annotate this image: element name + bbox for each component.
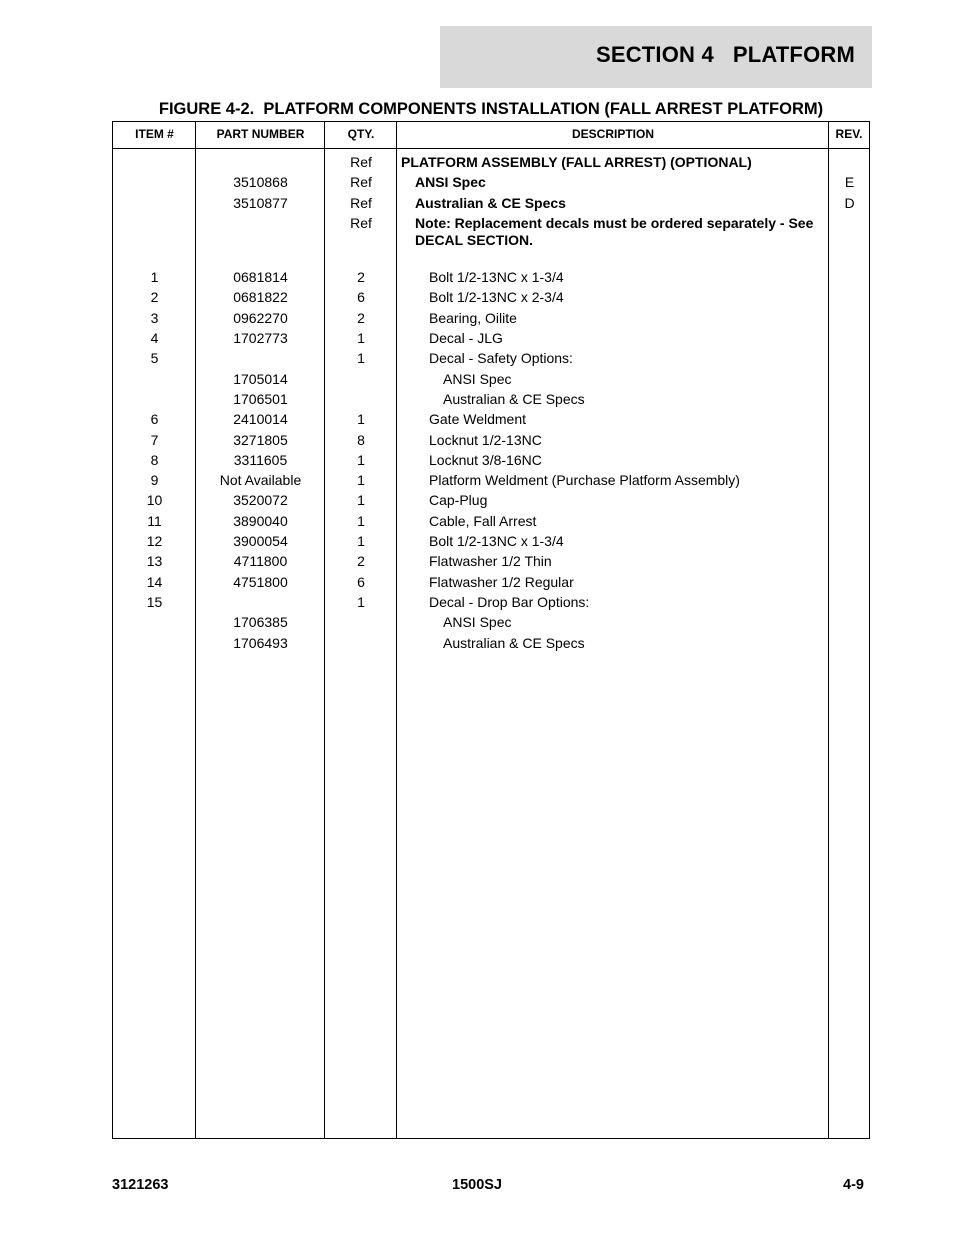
part-number-cell: 1705014 [233, 370, 288, 387]
qty-cell: 1 [357, 350, 365, 367]
part-number-cell: 3311605 [233, 451, 288, 468]
qty-cell: 1 [357, 593, 365, 610]
table-row [113, 552, 869, 572]
qty-cell: 1 [357, 330, 365, 347]
column-header-qty: QTY. [325, 122, 397, 149]
item-cell: 13 [146, 553, 163, 570]
description-cell: Australian & CE Specs [443, 390, 585, 407]
part-number-cell: 3510877 [233, 194, 288, 211]
table-row [113, 329, 869, 349]
description-cell: Locknut 1/2-13NC [429, 431, 542, 448]
item-cell: 1 [150, 269, 159, 286]
part-number-cell: 4711800 [233, 553, 288, 570]
part-number-cell: 0962270 [233, 309, 288, 326]
table-row [113, 471, 869, 491]
table-row [113, 214, 869, 248]
qty-cell: 1 [357, 492, 365, 509]
qty-cell: 1 [357, 451, 365, 468]
description-cell: Bolt 1/2-13NC x 1-3/4 [429, 269, 564, 286]
part-number-cell: 4751800 [233, 573, 288, 590]
part-number-cell: 1706385 [233, 614, 288, 631]
qty-cell: 2 [357, 553, 365, 570]
table-row [113, 370, 869, 390]
description-cell: ANSI Spec [415, 174, 486, 191]
qty-cell: 1 [357, 533, 365, 550]
table-row [113, 573, 869, 593]
description-cell: Flatwasher 1/2 Regular [429, 573, 574, 590]
parts-table [112, 121, 870, 1139]
section-title: SECTION 4 PLATFORM [595, 42, 855, 67]
section-header-box [440, 26, 872, 88]
table-row [113, 349, 869, 369]
item-cell: 15 [146, 593, 163, 610]
description-cell: Bolt 1/2-13NC x 2-3/4 [429, 289, 564, 306]
item-cell: 9 [150, 472, 159, 489]
table-row [113, 194, 869, 214]
description-cell: ANSI Spec [443, 614, 512, 631]
footer-model: 1500SJ [452, 1177, 502, 1193]
qty-cell: Ref [350, 154, 372, 170]
item-cell: 8 [150, 451, 159, 468]
table-row [113, 288, 869, 308]
table-row [113, 173, 869, 193]
rev-cell: E [844, 174, 855, 191]
table-row [113, 634, 869, 654]
description-cell: Platform Weldment (Purchase Platform Assembly) [429, 472, 740, 489]
qty-cell: Ref [350, 174, 372, 191]
description-cell: Decal - Drop Bar Options: [429, 593, 590, 610]
item-cell: 7 [150, 431, 159, 448]
description-cell: Gate Weldment [429, 411, 527, 428]
qty-cell: 1 [357, 472, 365, 489]
table-body [113, 153, 869, 654]
item-cell: 6 [150, 411, 159, 428]
qty-cell: 6 [357, 573, 365, 590]
table-row [113, 268, 869, 288]
description-cell: Locknut 3/8-16NC [429, 451, 542, 468]
part-number-cell: 1706493 [233, 634, 288, 651]
table-row [113, 593, 869, 613]
description-cell: Cable, Fall Arrest [429, 512, 537, 529]
table-row [113, 309, 869, 329]
description-cell: Cap-Plug [429, 492, 488, 509]
part-number-cell: 3510868 [233, 174, 288, 191]
part-number-cell: 1702773 [233, 330, 288, 347]
item-cell: 5 [150, 350, 159, 367]
table-row [113, 532, 869, 552]
item-cell: 4 [150, 330, 159, 347]
description-cell: Decal - JLG [429, 330, 503, 347]
part-number-cell: 0681822 [233, 289, 288, 306]
part-number-cell: 1706501 [233, 390, 288, 407]
qty-cell: Ref [350, 194, 372, 211]
part-number-cell: 3900054 [233, 533, 288, 550]
qty-cell: 2 [357, 309, 365, 326]
part-number-cell: Not Available [219, 472, 302, 489]
table-row [113, 451, 869, 471]
table-row [113, 410, 869, 430]
description-cell: Australian & CE Specs [415, 194, 566, 211]
column-header-description: DESCRIPTION [397, 122, 829, 149]
qty-cell: 2 [357, 269, 365, 286]
qty-cell: 8 [357, 431, 365, 448]
footer-manual-number: 3121263 [112, 1177, 169, 1193]
part-number-cell: 3890040 [233, 512, 288, 529]
column-header-item: ITEM # [113, 122, 196, 149]
qty-cell: 1 [357, 411, 365, 428]
item-cell: 3 [150, 309, 159, 326]
table-row [113, 613, 869, 633]
qty-cell: 1 [357, 512, 365, 529]
figure-title: FIGURE 4-2. PLATFORM COMPONENTS INSTALLATION (FALL ARREST PLATFORM) [158, 100, 824, 118]
column-header-part-number: PART NUMBER [196, 122, 325, 149]
description-cell: ANSI Spec [443, 370, 512, 387]
description-cell: Australian & CE Specs [443, 634, 585, 651]
rev-cell: D [844, 194, 855, 211]
table-row [113, 153, 869, 173]
part-number-cell: 3520072 [233, 492, 288, 509]
column-header-rev: REV. [829, 122, 869, 149]
part-number-cell: 0681814 [233, 269, 288, 286]
table-row [113, 491, 869, 511]
description-cell: Flatwasher 1/2 Thin [429, 553, 552, 570]
item-cell: 14 [146, 573, 163, 590]
item-cell: 10 [146, 492, 163, 509]
table-row [113, 431, 869, 451]
part-number-cell: 3271805 [233, 431, 288, 448]
item-cell: 11 [147, 512, 162, 529]
item-cell: 2 [150, 289, 159, 306]
footer-page-number: 4-9 [843, 1177, 864, 1193]
description-cell: Bolt 1/2-13NC x 1-3/4 [429, 533, 564, 550]
item-cell: 12 [146, 533, 163, 550]
qty-cell: 6 [357, 289, 365, 306]
table-row [113, 390, 869, 410]
description-cell: Bearing, Oilite [429, 309, 517, 326]
description-cell: Decal - Safety Options: [429, 350, 573, 367]
table-row [113, 248, 869, 268]
qty-cell: Ref [350, 214, 372, 231]
part-number-cell: 2410014 [233, 411, 288, 428]
description-cell: PLATFORM ASSEMBLY (FALL ARREST) (OPTIONAL) [401, 154, 752, 170]
description-cell: Note: Replacement decals must be ordered separately - See DECAL SECTION. [415, 214, 814, 248]
table-row [113, 512, 869, 532]
